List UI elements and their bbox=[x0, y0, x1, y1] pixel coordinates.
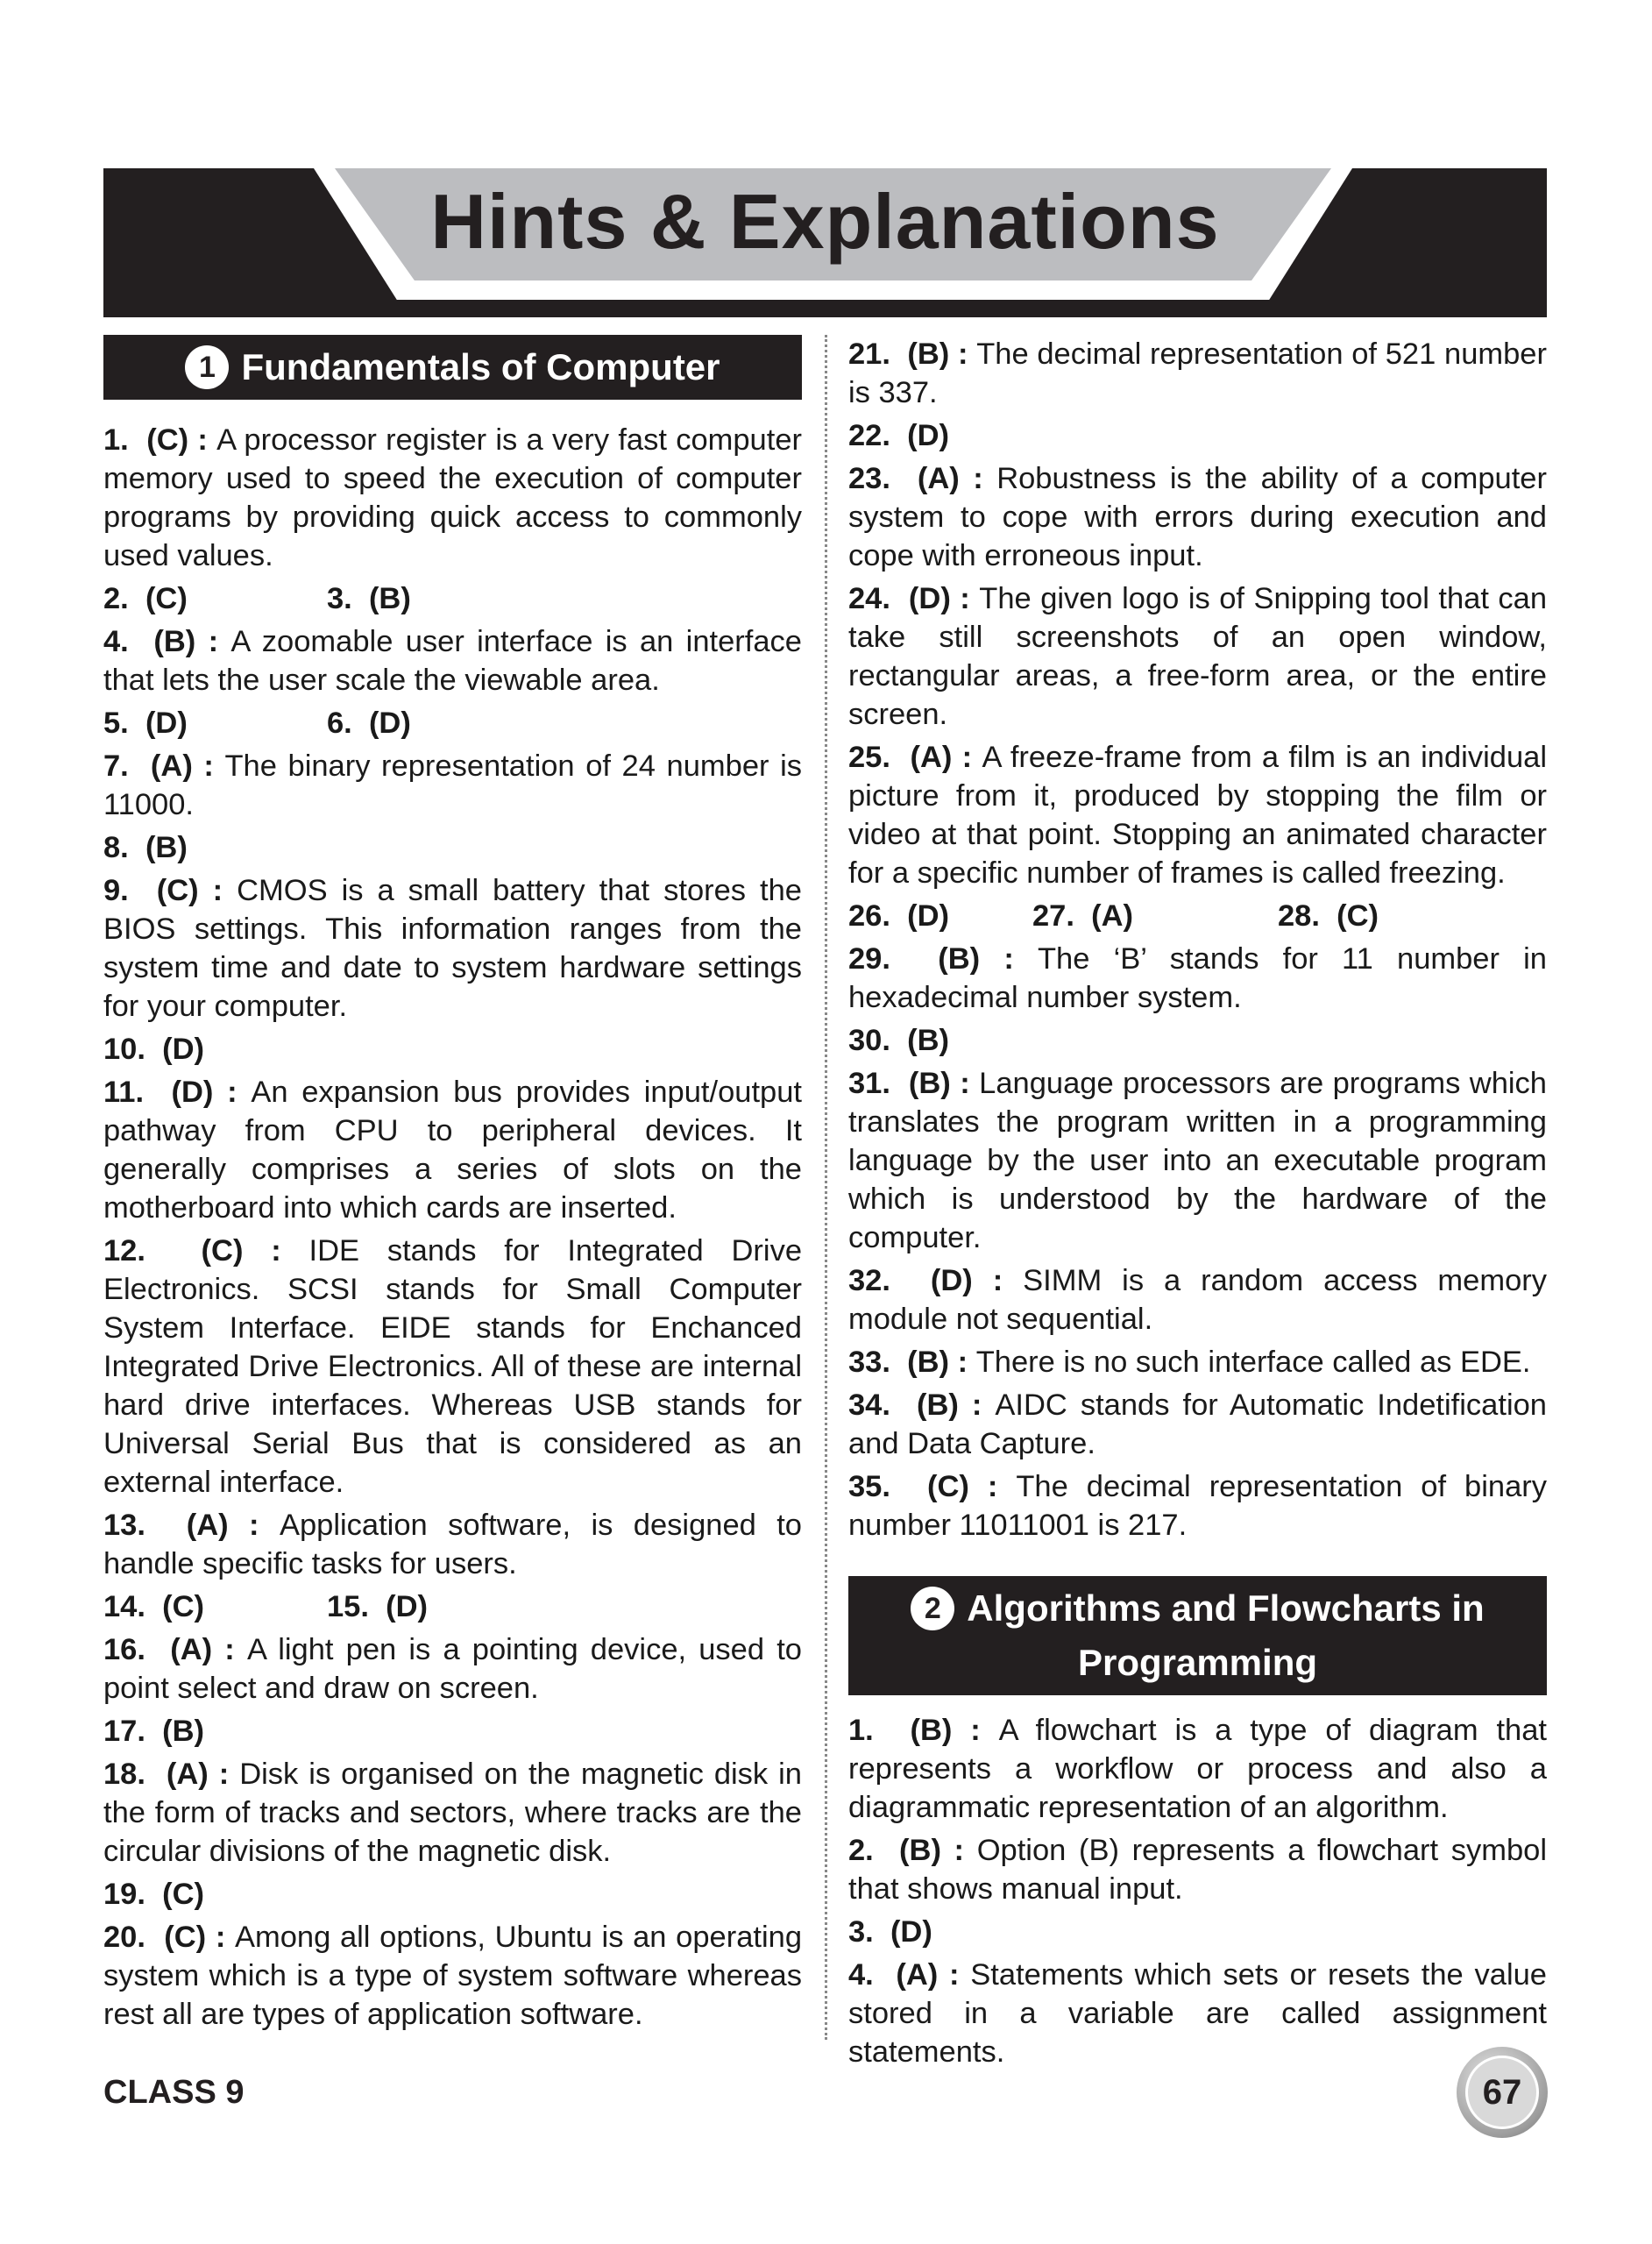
answer-key: 27. (A) bbox=[1032, 899, 1134, 933]
answer-key: 24. (D) : bbox=[848, 582, 980, 615]
answer-explanation: Option (B) represents a flowchart symbol that shows manual input. bbox=[848, 1834, 1547, 1906]
answer-row bbox=[848, 897, 1547, 935]
answer-explanation: IDE stands for Integrated Drive Electronics. SCSI stands for Small Computer System Interface. EIDE stands for Enchanced Integrated Drive Electronics. All of these are internal hard drive interfaces. Whereas USB stands for Universal Serial Bus that is considered as an external interface. bbox=[103, 1234, 803, 1499]
answer-entry bbox=[848, 1913, 1547, 1951]
section-1-answers-continued bbox=[848, 335, 1547, 1545]
answer-key: 23. (A) : bbox=[848, 462, 997, 495]
answer-explanation: Statements which sets or resets the value stored in a variable are called assignment statements. bbox=[848, 1958, 1547, 2069]
answer-entry bbox=[848, 335, 1547, 412]
answer-entry bbox=[103, 828, 802, 867]
answer-key: 5. (D) bbox=[103, 707, 188, 740]
answer-key: 2. (B) : bbox=[848, 1834, 977, 1867]
answer-entry bbox=[848, 1343, 1547, 1381]
answer-key: 6. (D) bbox=[327, 707, 411, 740]
answer-key: 3. (B) bbox=[327, 582, 411, 615]
answer-key: 33. (B) : bbox=[848, 1346, 976, 1379]
answer-key: 35. (C) : bbox=[848, 1470, 1017, 1503]
right-column bbox=[848, 335, 1547, 2076]
answer-explanation: Robustness is the ability of a computer system to cope with errors during execution and cope with erroneous input. bbox=[848, 462, 1547, 572]
answer-entry bbox=[848, 738, 1547, 892]
answer-entry bbox=[848, 416, 1547, 455]
answer-key: 1. (B) : bbox=[848, 1714, 999, 1747]
answer-entry bbox=[848, 1261, 1547, 1339]
answer-entry bbox=[103, 1712, 802, 1750]
answer-entry bbox=[848, 1386, 1547, 1463]
answer-entry bbox=[103, 622, 802, 699]
answer-key: 7. (A) : bbox=[103, 749, 225, 783]
answer-key: 15. (D) bbox=[327, 1590, 429, 1623]
answer-explanation: There is no such interface called as EDE. bbox=[975, 1346, 1531, 1379]
answer-entry bbox=[848, 1021, 1547, 1060]
answer-entry bbox=[103, 871, 802, 1026]
answer-key: 13. (A) : bbox=[103, 1509, 280, 1542]
answer-key: 18. (A) : bbox=[103, 1758, 240, 1791]
answer-explanation: A flowchart is a type of diagram that represents a workflow or process and also a diagrammatic representation of an algorithm. bbox=[848, 1714, 1547, 1824]
answer-explanation: AIDC stands for Automatic Indetification and Data Capture. bbox=[848, 1388, 1547, 1460]
answer-entry bbox=[848, 1064, 1547, 1257]
answer-explanation: The decimal representation of binary number 11011001 is 217. bbox=[848, 1470, 1547, 1542]
answer-explanation: The binary representation of 24 number is 11000. bbox=[103, 749, 802, 821]
answer-explanation: A zoomable user interface is an interface that lets the user scale the viewable area. bbox=[103, 625, 802, 697]
answer-explanation: A light pen is a pointing device, used to point select and draw on screen. bbox=[103, 1633, 802, 1705]
class-label: CLASS 9 bbox=[103, 2074, 245, 2111]
answer-key: 2. (C) bbox=[103, 582, 188, 615]
answer-entry bbox=[848, 1831, 1547, 1908]
answer-key: 1. (C) : bbox=[103, 423, 217, 457]
answer-key: 20. (C) : bbox=[103, 1921, 235, 1954]
answer-explanation: An expansion bus provides input/output pathway from CPU to peripheral devices. It generally comprises a series of slots on the motherboard into which cards are inserted. bbox=[103, 1076, 803, 1225]
answer-key: 21. (B) : bbox=[848, 337, 977, 371]
answer-key: 12. (C) : bbox=[103, 1234, 309, 1268]
answer-entry bbox=[848, 940, 1547, 1017]
section-1-answers bbox=[103, 421, 802, 2034]
section-title-line-1: Algorithms and Flowcharts in bbox=[967, 1587, 1485, 1629]
answer-explanation: The given logo is of Snipping tool that can take still screenshots of an open window, rectangular areas, a free-form area, or the entire screen. bbox=[848, 582, 1548, 731]
answer-key: 29. (B) : bbox=[848, 942, 1038, 976]
answer-entry bbox=[103, 1073, 802, 1227]
answer-key: 16. (A) : bbox=[103, 1633, 247, 1666]
answer-entry bbox=[848, 1711, 1547, 1827]
section-title: Fundamentals of Computer bbox=[241, 346, 720, 387]
answer-entry bbox=[103, 1506, 802, 1583]
answer-key: 34. (B) : bbox=[848, 1388, 996, 1422]
answer-explanation: Application software, is designed to handle specific tasks for users. bbox=[103, 1509, 802, 1580]
answer-entry bbox=[103, 1232, 802, 1502]
page-number: 67 bbox=[1465, 2056, 1539, 2129]
header-banner bbox=[103, 168, 1547, 317]
answer-key: 4. (A) : bbox=[848, 1958, 971, 1992]
answer-key: 30. (B) bbox=[848, 1024, 958, 1057]
section-2-heading bbox=[848, 1576, 1547, 1695]
page-title: Hints & Explanations bbox=[430, 178, 1220, 265]
answer-entry bbox=[848, 579, 1547, 734]
answer-entry bbox=[103, 747, 802, 824]
answer-entry bbox=[103, 421, 802, 575]
answer-key: 3. (D) bbox=[848, 1915, 941, 1949]
answer-row bbox=[103, 579, 802, 618]
column-divider bbox=[825, 335, 827, 2040]
answer-explanation: The ‘B’ stands for 11 number in hexadecimal number system. bbox=[848, 942, 1547, 1014]
answer-entry bbox=[103, 1755, 802, 1871]
answer-key: 10. (D) bbox=[103, 1033, 213, 1066]
answer-key: 26. (D) bbox=[848, 899, 950, 933]
answer-entry bbox=[103, 1875, 802, 1914]
answer-explanation: CMOS is a small battery that stores the BIOS settings. This information ranges from the system time and date to system hardware settings for your computer. bbox=[103, 874, 802, 1023]
answer-row bbox=[103, 704, 802, 742]
answer-key: 31. (B) : bbox=[848, 1067, 980, 1100]
answer-explanation: Language processors are programs which translates the program written in a programming language by the user into an executable program which is understood by the hardware of the computer. bbox=[848, 1067, 1547, 1254]
answer-key: 19. (C) bbox=[103, 1878, 213, 1911]
answer-explanation: A freeze-frame from a film is an individual picture from it, produced by stopping the film or video at that point. Stopping an animated character for a specific number of frames is called freezing. bbox=[848, 741, 1547, 890]
answer-entry bbox=[103, 1918, 802, 2034]
answer-key: 22. (D) bbox=[848, 419, 958, 452]
answer-key: 17. (B) bbox=[103, 1715, 213, 1748]
section-2-answers bbox=[848, 1711, 1547, 2071]
answer-explanation: Disk is organised on the magnetic disk in the form of tracks and sectors, where tracks are the circular divisions of the magnetic disk. bbox=[103, 1758, 802, 1868]
answer-key: 32. (D) : bbox=[848, 1264, 1024, 1297]
answer-key: 11. (D) : bbox=[103, 1076, 252, 1109]
answer-entry bbox=[103, 1030, 802, 1069]
section-1-heading bbox=[103, 335, 802, 400]
answer-key: 8. (B) bbox=[103, 831, 196, 864]
answer-key: 28. (C) bbox=[1278, 899, 1379, 933]
answer-explanation: SIMM is a random access memory module not sequential. bbox=[848, 1264, 1547, 1336]
answer-explanation: A processor register is a very fast computer memory used to speed the execution of computer programs by providing quick access to commonly used values. bbox=[103, 423, 802, 572]
answer-entry bbox=[848, 1956, 1547, 2071]
answer-row bbox=[103, 1587, 802, 1626]
left-column bbox=[103, 335, 802, 2038]
page-number-badge bbox=[1457, 2047, 1548, 2138]
answer-entry bbox=[848, 459, 1547, 575]
answer-entry bbox=[848, 1467, 1547, 1545]
answer-entry bbox=[103, 1630, 802, 1708]
section-title-line-2: Programming bbox=[1077, 1642, 1318, 1683]
section-number-badge: 1 bbox=[185, 345, 229, 389]
answer-explanation: The decimal representation of 521 number is 337. bbox=[848, 337, 1547, 409]
section-number-badge: 2 bbox=[911, 1587, 954, 1630]
answer-key: 25. (A) : bbox=[848, 741, 982, 774]
answer-key: 14. (C) bbox=[103, 1590, 205, 1623]
answer-explanation: Among all options, Ubuntu is an operating system which is a type of system software whereas rest all are types of application software. bbox=[103, 1921, 802, 2031]
answer-key: 9. (C) : bbox=[103, 874, 238, 907]
answer-key: 4. (B) : bbox=[103, 625, 231, 658]
